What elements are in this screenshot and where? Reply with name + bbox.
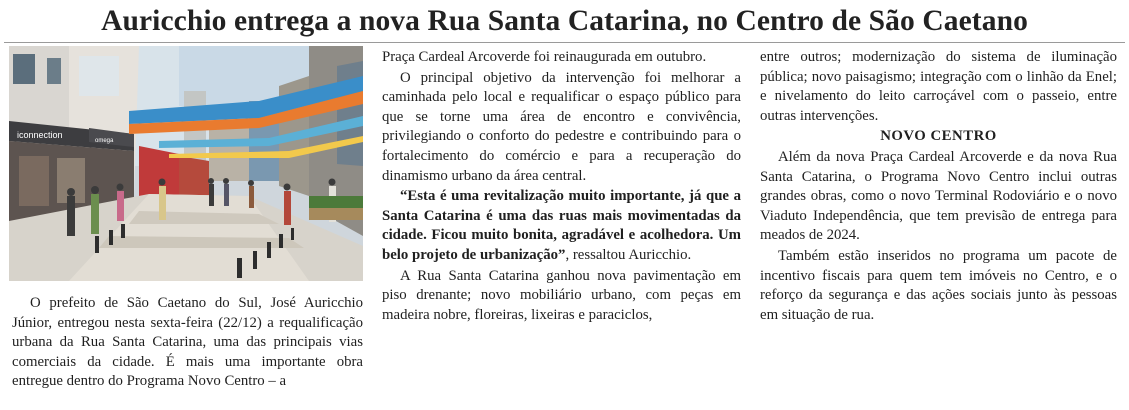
paragraph-program: Além da nova Praça Cardeal Arcoverde e da nova Rua Santa Catarina, o Programa Novo Centro inclui outras grandes obras, como o novo Terminal Rodoviário e o novo Viaduto Independência, que tem previsão de entrega para meados de 2024. xyxy=(760,148,1117,244)
paragraph-continuation: Praça Cardeal Arcoverde foi reinaugurada em outubro. xyxy=(382,49,707,65)
street-photo xyxy=(9,46,363,281)
shop-sign: omega xyxy=(95,138,114,144)
quote-attribution: , ressaltou Auricchio. xyxy=(565,246,692,263)
headline: Auricchio entrega a nova Rua Santa Catarina, no Centro de São Caetano xyxy=(101,5,1028,37)
column-3 xyxy=(760,48,1117,325)
quote-text: “Esta é uma revitalização muito importante, já que a Santa Catarina é uma das ruas mais movimentadas da cidade. Ficou muito bonita, agradável e acolhedora. Um belo projeto de urbanização” xyxy=(382,188,741,263)
paragraph-objective: O principal objetivo da intervenção foi melhorar a caminhada pelo local e requalificar o espaço público para que se torne uma área de encontro e convivência, privilegiando o conforto do pedestre e contribuindo para o fortalecimento do comércio e para a recuperação do dinamismo urbano da área central. xyxy=(382,69,741,184)
column-2 xyxy=(382,48,741,325)
paragraph-intro: O prefeito de São Caetano do Sul, José Auricchio Júnior, entregou nesta sexta-feira (22/12) a requalificação urbana da Rua Santa Catarina, uma das principais vias comerciais da cidade. É mais uma importante obra entregue dentro do Programa Novo Centro – a xyxy=(12,295,363,390)
paragraph-pavement: A Rua Santa Catarina ganhou nova pavimentação em piso drenante; novo mobiliário urbano, com peças em madeira nobre, floreiras, lixeiras e paraciclos, xyxy=(382,267,741,323)
headline-divider xyxy=(4,42,1125,43)
street-photo-illustration xyxy=(9,46,363,281)
paragraph-quote xyxy=(382,187,741,265)
subheading: NOVO CENTRO xyxy=(880,128,997,145)
paragraph-incentives: Também estão inseridos no programa um pacote de incentivo fiscais para quem tem imóveis no Centro, e o reforço da segurança e das ações sociais junto às pessoas em situação de rua. xyxy=(760,247,1117,323)
paragraph-interventions: entre outros; modernização do sistema de iluminação pública; novo paisagismo; integração com o linhão da Enel; e nivelamento do leito carroçável com o passeio, entre outras intervenções. xyxy=(760,49,1117,124)
store-sign: iconnection xyxy=(17,130,63,140)
column-1 xyxy=(12,294,363,392)
